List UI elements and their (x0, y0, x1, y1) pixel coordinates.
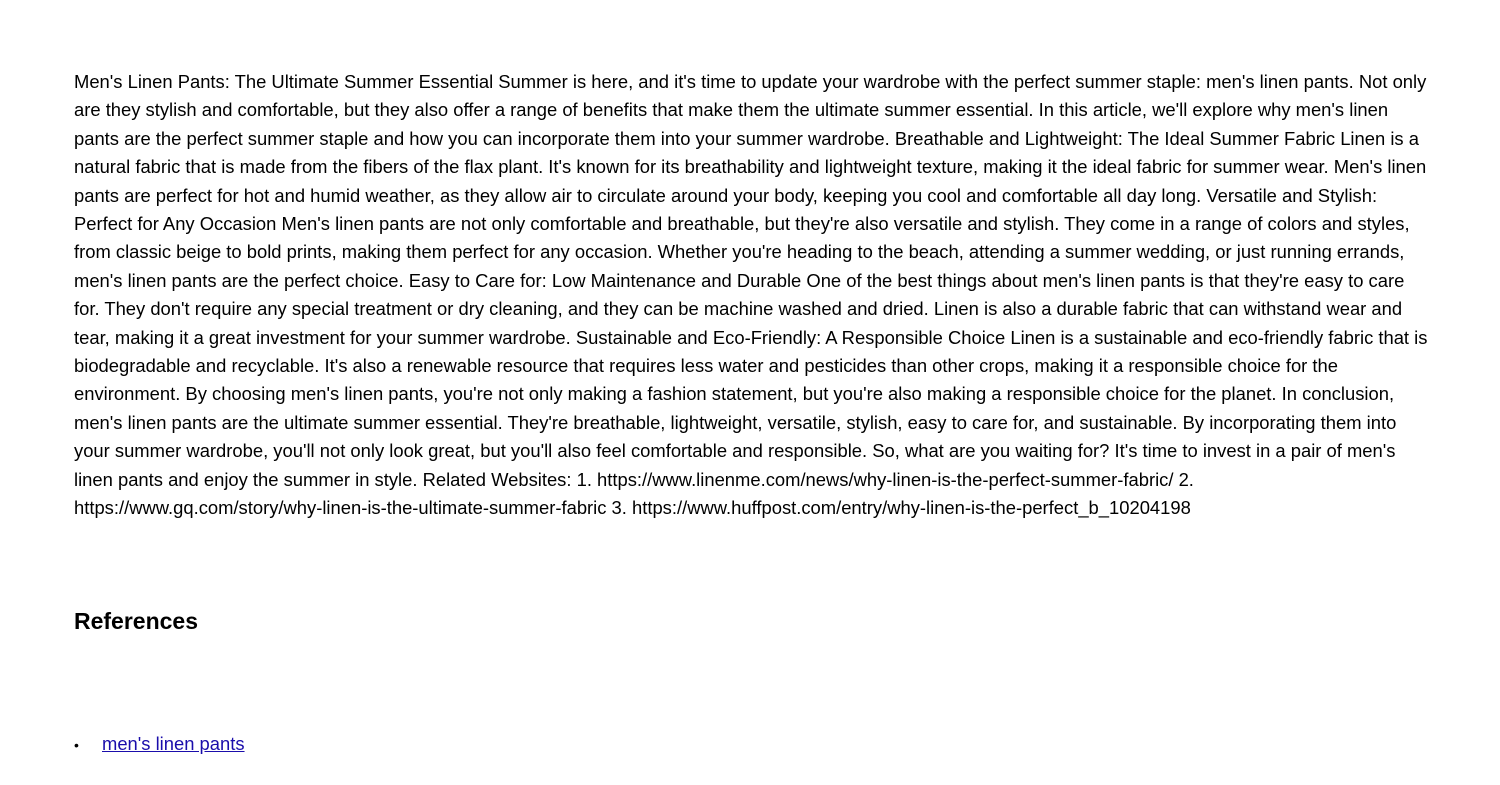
references-list (74, 730, 245, 759)
references-heading: References (74, 608, 199, 634)
reference-link-mens-linen-pants[interactable]: men's linen pants (102, 733, 245, 754)
article-body: Men's Linen Pants: The Ultimate Summer Essential Summer is here, and it's time to update your wardrobe with the perfect summer staple: men's linen pants. Not only are they stylish and comfortable, but they also offer a range of benefits that make them the ultimate summer essential. In this article, we'll explore why men's linen pants are the perfect summer staple and how you can incorporate them into your summer wardrobe. Breathable and Lightweight: The Ideal Summer Fabric Linen is a natural fabric that is made from the fibers of the flax plant. It's known for its breathability and lightweight texture, making it the ideal fabric for summer wear. Men's linen pants are perfect for hot and humid weather, as they allow air to circulate around your body, keeping you cool and comfortable all day long. Versatile and Stylish: Perfect for Any Occasion Men's linen pants are not only comfortable and breathable, but they're also versatile and stylish. They come in a range of colors and styles, from classic beige to bold prints, making them perfect for any occasion. Whether you're heading to the beach, attending a summer wedding, or just running errands, men's linen pants are the perfect choice. Easy to Care for: Low Maintenance and Durable One of the best things about men's linen pants is that they're easy to care for. They don't require any special treatment or dry cleaning, and they can be machine washed and dried. Linen is also a durable fabric that can withstand wear and tear, making it a great investment for your summer wardrobe. Sustainable and Eco-Friendly: A Responsible Choice Linen is a sustainable and eco-friendly fabric that is biodegradable and recyclable. It's also a renewable resource that requires less water and pesticides than other crops, making it a responsible choice for the environment. By choosing men's linen pants, you're not only making a fashion statement, but you're also making a responsible choice for the planet. In conclusion, men's linen pants are the ultimate summer essential. They're breathable, lightweight, versatile, stylish, easy to care for, and sustainable. By incorporating them into your summer wardrobe, you'll not only look great, but you'll also feel comfortable and responsible. So, what are you waiting for? It's time to invest in a pair of men's linen pants and enjoy the summer in style. Related Websites: 1. https://www.linenme.com/news/why-linen-is-the-perfect-summer-fabric/ 2. https://www.gq.com/story/why-linen-is-the-ultimate-summer-fabric 3. https://www.huffpost.com/entry/why-linen-is-the-perfect_b_10204198 (74, 71, 1428, 519)
bullet-icon: • (74, 737, 79, 753)
list-item (74, 730, 245, 759)
